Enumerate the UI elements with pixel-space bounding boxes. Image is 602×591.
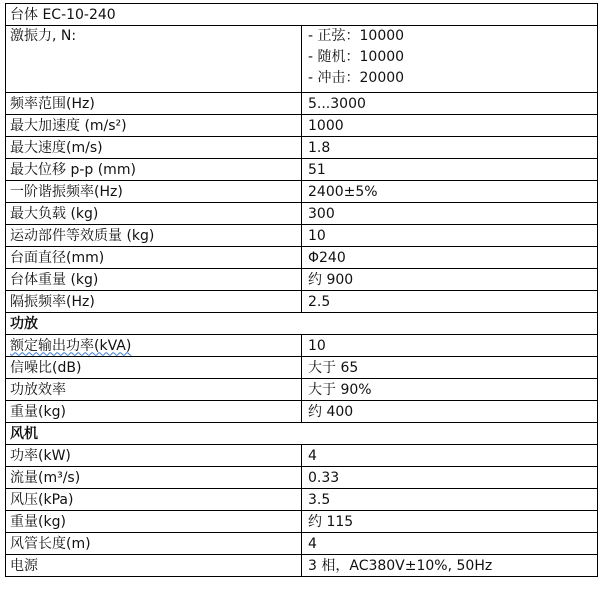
table-row: [6, 115, 598, 137]
excitation-shock: - 冲击：20000: [308, 70, 405, 86]
row-value: 大于 90%: [302, 379, 598, 401]
table-row: [6, 379, 598, 401]
excitation-label: 激振力, N:: [6, 26, 302, 93]
row-value: Φ240: [302, 247, 598, 269]
row-value: 0.33: [302, 467, 598, 489]
table-row: [6, 401, 598, 423]
row-value: 约 115: [302, 511, 598, 533]
table-row: [6, 555, 598, 577]
row-label: 最大加速度 (m/s²): [6, 115, 302, 137]
row-value: 1.8: [302, 137, 598, 159]
row-label: 最大速度(m/s): [6, 137, 302, 159]
row-label: 运动部件等效质量 (kg): [6, 225, 302, 247]
row-value: 1000: [302, 115, 598, 137]
row-value: 4: [302, 445, 598, 467]
excitation-random: - 随机：10000: [308, 49, 405, 65]
excitation-sine: - 正弦：10000: [308, 28, 405, 44]
row-label: 频率范围(Hz): [6, 93, 302, 115]
row-label: 重量(kg): [6, 401, 302, 423]
amp-section-title: 功放: [6, 313, 598, 335]
row-label: 台面直径(mm): [6, 247, 302, 269]
row-value: 2400±5%: [302, 181, 598, 203]
row-value: 大于 65: [302, 357, 598, 379]
table-header: 台体 EC-10-240: [6, 4, 598, 26]
row-value: 3.5: [302, 489, 598, 511]
row-value: 51: [302, 159, 598, 181]
excitation-values: [302, 26, 598, 93]
row-label: 最大位移 p-p (mm): [6, 159, 302, 181]
table-row: [6, 93, 598, 115]
table-row: [6, 247, 598, 269]
section-header-row: [6, 313, 598, 335]
row-value: 2.5: [302, 291, 598, 313]
row-value: 5...3000: [302, 93, 598, 115]
table-row: [6, 225, 598, 247]
row-label: 信噪比(dB): [6, 357, 302, 379]
table-row: [6, 357, 598, 379]
row-label: 风管长度(m): [6, 533, 302, 555]
table-row: [6, 335, 598, 357]
row-label: 一阶谐振频率(Hz): [6, 181, 302, 203]
table-row: [6, 291, 598, 313]
table-row: [6, 203, 598, 225]
row-label: 最大负载 (kg): [6, 203, 302, 225]
row-value: 300: [302, 203, 598, 225]
section-header-row: [6, 423, 598, 445]
row-label: 隔振频率(Hz): [6, 291, 302, 313]
table-row: [6, 511, 598, 533]
row-label: 电源: [6, 555, 302, 577]
row-label: [6, 335, 302, 357]
row-value: 约 900: [302, 269, 598, 291]
row-label: 流量(m³/s): [6, 467, 302, 489]
table-row: [6, 159, 598, 181]
row-value: 4: [302, 533, 598, 555]
row-label: 重量(kg): [6, 511, 302, 533]
table-row: [6, 467, 598, 489]
row-label: 功放效率: [6, 379, 302, 401]
table-row: [6, 269, 598, 291]
spec-table: [5, 3, 598, 577]
row-label-text: 额定输出功率(kVA): [10, 337, 132, 354]
table-row: [6, 533, 598, 555]
table-row: [6, 445, 598, 467]
row-value: 10: [302, 335, 598, 357]
row-value: 10: [302, 225, 598, 247]
table-header-row: [6, 4, 598, 26]
excitation-row: [6, 26, 598, 93]
table-row: [6, 489, 598, 511]
row-value: 约 400: [302, 401, 598, 423]
row-label: 风压(kPa): [6, 489, 302, 511]
table-row: [6, 181, 598, 203]
fan-section-title: 风机: [6, 423, 598, 445]
table-row: [6, 137, 598, 159]
row-value: 3 相，AC380V±10%, 50Hz: [302, 555, 598, 577]
row-label: 功率(kW): [6, 445, 302, 467]
row-label: 台体重量 (kg): [6, 269, 302, 291]
